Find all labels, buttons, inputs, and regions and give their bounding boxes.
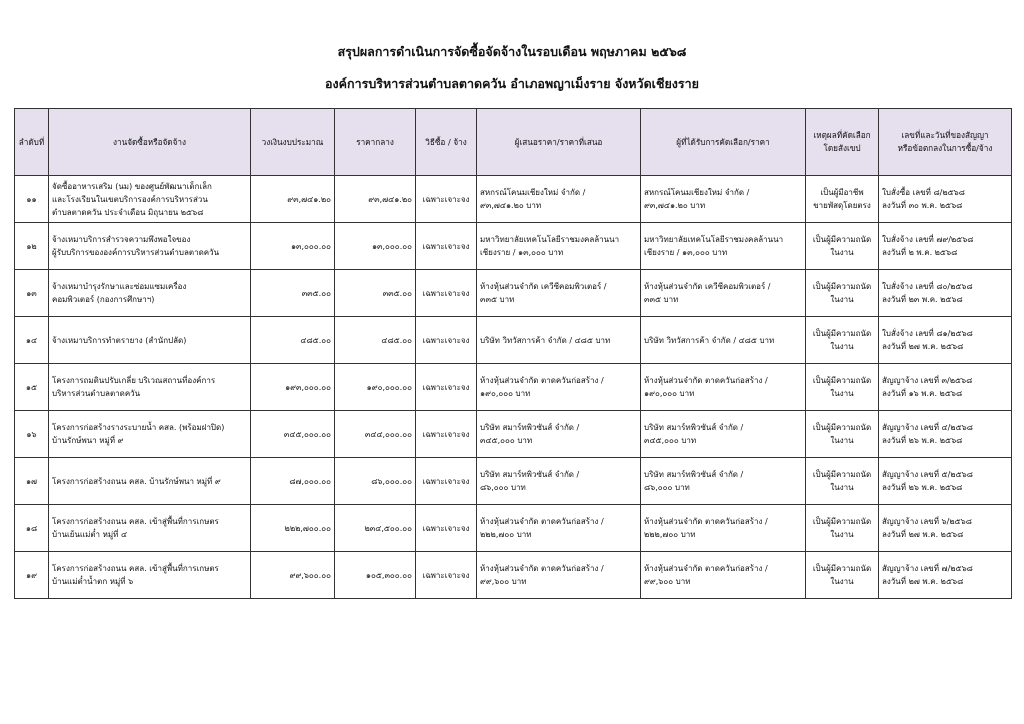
cell-line: คอมพิวเตอร์ (กองการศึกษาฯ)	[52, 295, 155, 304]
cell-selected	[641, 552, 806, 599]
document-title: สรุปผลการดำเนินการจัดซื้อจัดจ้างในรอบเดือน พฤษภาคม ๒๕๖๘	[337, 44, 687, 59]
cell-selected	[641, 411, 806, 458]
table-row	[15, 223, 1012, 270]
cell-line: ลงวันที่ ๒๖ พ.ค. ๒๕๖๘	[882, 483, 963, 492]
cell-text: เฉพาะเจาะจง	[422, 335, 470, 345]
cell-text: เฉพาะเจาะจง	[422, 523, 470, 533]
cell-text: ๓๔๔,๐๐๐.๐๐	[364, 429, 412, 439]
cell-work	[49, 223, 251, 270]
cell-text: เฉพาะเจาะจง	[422, 194, 470, 204]
cell-reason	[806, 458, 879, 505]
cell-line: เป็นผู้มีความถนัด	[812, 423, 872, 432]
cell-bidder	[477, 505, 641, 552]
header-budget	[251, 109, 335, 176]
cell-bidder	[477, 223, 641, 270]
cell-selected	[641, 176, 806, 223]
cell-median-price	[335, 505, 416, 552]
cell-line: โครงการก่อสร้างถนน คสล. เข้าสู่พื้นที่การเกษตร	[52, 564, 219, 573]
cell-line: ลงวันที่ ๒๖ พ.ค. ๒๕๖๘	[882, 436, 963, 445]
cell-reason	[806, 270, 879, 317]
cell-line: บริษัท วิทวัสการค้า จำกัด / ๔๘๕ บาท	[480, 335, 611, 345]
cell-line: สหกรณ์โคนมเชียงใหม่ จำกัด /	[480, 188, 586, 197]
cell-budget	[251, 270, 335, 317]
header-label: วงเงินงบประมาณ	[261, 136, 324, 147]
cell-median-price	[335, 223, 416, 270]
cell-text: เฉพาะเจาะจง	[422, 570, 470, 580]
table-row	[15, 458, 1012, 505]
cell-median-price	[335, 552, 416, 599]
cell-line: ห้างหุ้นส่วนจำกัด ตาดควันก่อสร้าง /	[644, 376, 768, 385]
cell-contract	[879, 364, 1012, 411]
header-label: โดยสังเขป	[823, 143, 861, 153]
cell-line: มหาวิทยาลัยเทคโนโลยีราชมงคลล้านนา	[480, 235, 620, 244]
cell-budget	[251, 364, 335, 411]
cell-method	[416, 223, 477, 270]
cell-line: เป็นผู้มีความถนัด	[812, 564, 872, 573]
cell-text: ๓๓๕.๐๐	[301, 288, 331, 298]
cell-work	[49, 364, 251, 411]
cell-no	[15, 223, 49, 270]
cell-line: จ้างเหมาบริการสำรวจความพึงพอใจของ	[52, 235, 191, 244]
cell-text: ๙๙,๖๐๐.๐๐	[289, 570, 331, 580]
cell-work	[49, 552, 251, 599]
cell-line: ๓๓๕ บาท	[644, 295, 679, 304]
cell-budget	[251, 176, 335, 223]
cell-no	[15, 364, 49, 411]
cell-bidder	[477, 317, 641, 364]
cell-line: จ้างเหมาบำรุงรักษาและซ่อมแซมเครื่อง	[52, 282, 187, 291]
cell-work	[49, 270, 251, 317]
header-label: วิธีซื้อ / จ้าง	[425, 136, 467, 147]
cell-contract	[879, 317, 1012, 364]
header-reason	[806, 109, 879, 176]
cell-bidder	[477, 270, 641, 317]
cell-line: บริษัท สมาร์ทพิวซันส์ จำกัด /	[480, 423, 580, 432]
cell-line: ตำบลตาดควัน ประจำเดือน มิถุนายน ๒๕๖๘	[52, 207, 204, 217]
cell-line: เป็นผู้มีความถนัด	[812, 329, 872, 338]
cell-reason	[806, 176, 879, 223]
header-bidder	[477, 109, 641, 176]
cell-line: ห้างหุ้นส่วนจำกัด เควีซีคอมพิวเตอร์ /	[644, 282, 771, 291]
cell-method	[416, 411, 477, 458]
cell-line: เป็นผู้มีอาชีพ	[820, 188, 864, 197]
cell-text: ๑๘	[25, 523, 38, 533]
cell-work	[49, 458, 251, 505]
cell-line: ลงวันที่ ๑๖ พ.ค. ๒๕๖๘	[882, 389, 963, 398]
cell-text: ๑๕	[25, 382, 38, 392]
cell-line: เชียงราย / ๑๓,๐๐๐ บาท	[644, 248, 728, 257]
cell-work	[49, 505, 251, 552]
cell-line: ๒๒๒,๗๐๐ บาท	[480, 530, 532, 539]
cell-line: ๙๙,๖๐๐ บาท	[480, 577, 527, 586]
cell-no	[15, 270, 49, 317]
cell-reason	[806, 223, 879, 270]
cell-contract	[879, 505, 1012, 552]
cell-text: ๔๘๕.๐๐	[381, 335, 412, 345]
cell-line: ในงาน	[830, 342, 854, 351]
cell-line: ลงวันที่ ๒๗ พ.ค. ๒๕๖๘	[882, 577, 964, 586]
cell-text: ๑๖	[26, 429, 37, 439]
cell-text: ๑๒	[26, 241, 37, 251]
cell-selected	[641, 317, 806, 364]
cell-bidder	[477, 411, 641, 458]
cell-line: โครงการก่อสร้างถนน คสล. บ้านรักษ์พนา หมู่ที่ ๙	[52, 476, 221, 486]
cell-line: ๒๒๒,๗๐๐ บาท	[644, 530, 696, 539]
cell-text: ๘๖,๐๐๐.๐๐	[371, 476, 412, 486]
cell-method	[416, 176, 477, 223]
table-row	[15, 270, 1012, 317]
cell-line: ใบสั่งจ้าง เลขที่ ๘๐/๒๕๖๘	[882, 282, 973, 291]
cell-contract	[879, 458, 1012, 505]
cell-text: เฉพาะเจาะจง	[422, 241, 470, 251]
cell-line: เป็นผู้มีความถนัด	[812, 235, 872, 244]
cell-line: เป็นผู้มีความถนัด	[812, 517, 872, 526]
table-row	[15, 176, 1012, 223]
cell-budget	[251, 458, 335, 505]
cell-text: เฉพาะเจาะจง	[422, 382, 470, 392]
cell-bidder	[477, 552, 641, 599]
table-row	[15, 411, 1012, 458]
cell-line: ๑๙๐,๐๐๐ บาท	[644, 389, 695, 398]
table-row	[15, 552, 1012, 599]
cell-line: สัญญาจ้าง เลขที่ ๔/๒๕๖๘	[882, 423, 973, 432]
cell-line: จ้างเหมาบริการทำตรายาง (สำนักปลัด)	[52, 335, 187, 345]
cell-selected	[641, 458, 806, 505]
cell-line: สหกรณ์โคนมเชียงใหม่ จำกัด /	[644, 188, 750, 197]
header-no	[15, 109, 49, 176]
cell-line: โครงการก่อสร้างถนน คสล. เข้าสู่พื้นที่การเกษตร	[52, 517, 219, 526]
cell-line: เป็นผู้มีความถนัด	[812, 282, 872, 291]
header-label: เหตุผลที่คัดเลือก	[813, 130, 871, 140]
cell-line: ๙๙,๖๐๐ บาท	[644, 577, 691, 586]
cell-work	[49, 411, 251, 458]
cell-line: ๘๖,๐๐๐ บาท	[644, 483, 690, 492]
cell-method	[416, 458, 477, 505]
cell-line: สัญญาจ้าง เลขที่ ๖/๒๕๖๘	[882, 517, 972, 526]
cell-line: บริหารส่วนตำบลตาดควัน	[52, 389, 141, 398]
header-method	[416, 109, 477, 176]
cell-line: ห้างหุ้นส่วนจำกัด ตาดควันก่อสร้าง /	[644, 564, 768, 573]
cell-line: ๓๔๕,๐๐๐ บาท	[644, 436, 697, 445]
cell-line: ๓๓๕ บาท	[480, 295, 515, 304]
cell-bidder	[477, 458, 641, 505]
cell-line: บ้านเย้นแม่ต๋ำ หมู่ที่ ๔	[52, 530, 128, 539]
cell-line: ในงาน	[830, 389, 854, 398]
cell-line: สัญญาจ้าง เลขที่ ๕/๒๕๖๘	[882, 470, 973, 479]
cell-line: ลงวันที่ ๒๗ พ.ค. ๒๕๖๘	[882, 530, 964, 539]
cell-selected	[641, 364, 806, 411]
cell-line: ๙๓,๗๔๑.๒๐ บาท	[644, 201, 706, 210]
cell-line: ในงาน	[830, 436, 854, 445]
cell-text: ๔๘๕.๐๐	[300, 335, 331, 345]
cell-median-price	[335, 364, 416, 411]
cell-line: เป็นผู้มีความถนัด	[812, 470, 872, 479]
cell-text: เฉพาะเจาะจง	[422, 429, 470, 439]
cell-line: บ้านแม่ต๋ำน้ำตก หมู่ที่ ๖	[52, 577, 134, 586]
cell-selected	[641, 270, 806, 317]
header-label: เลขที่และวันที่ของสัญญา	[901, 130, 989, 140]
cell-no	[15, 411, 49, 458]
cell-budget	[251, 411, 335, 458]
cell-reason	[806, 411, 879, 458]
cell-text: ๙๓,๗๔๑.๒๐	[368, 194, 412, 204]
cell-text: ๓๓๕.๐๐	[382, 288, 412, 298]
procurement-table	[14, 108, 1012, 599]
cell-reason	[806, 552, 879, 599]
cell-line: ห้างหุ้นส่วนจำกัด ตาดควันก่อสร้าง /	[644, 517, 768, 526]
header-work	[49, 109, 251, 176]
cell-line: ห้างหุ้นส่วนจำกัด ตาดควันก่อสร้าง /	[480, 564, 604, 573]
cell-reason	[806, 317, 879, 364]
cell-text: ๘๗,๐๐๐.๐๐	[289, 476, 331, 486]
cell-line: ในงาน	[830, 577, 854, 586]
header-label: ผู้ที่ได้รับการคัดเลือก/ราคา	[676, 136, 770, 147]
cell-line: จัดซื้ออาหารเสริม (นม) ของศูนย์พัฒนาเด็กเล็ก	[52, 181, 212, 191]
cell-reason	[806, 364, 879, 411]
cell-line: ในงาน	[830, 483, 854, 492]
cell-text: ๑๐๕,๓๐๐.๐๐	[365, 570, 412, 580]
cell-bidder	[477, 176, 641, 223]
cell-bidder	[477, 364, 641, 411]
cell-line: เชียงราย / ๑๓,๐๐๐ บาท	[480, 248, 564, 257]
document-subtitle: องค์การบริหารส่วนตำบลตาดควัน อำเภอพญาเม็งราย จังหวัดเชียงราย	[325, 76, 699, 91]
header-label: งานจัดซื้อหรือจัดจ้าง	[113, 136, 186, 147]
cell-line: ผู้รับบริการขององค์การบริหารส่วนตำบลตาดควัน	[52, 248, 220, 257]
header-median-price	[335, 109, 416, 176]
header-label: หรือข้อตกลงในการซื้อ/จ้าง	[897, 143, 993, 153]
cell-line: ลงวันที่ ๒ พ.ค. ๒๕๖๘	[882, 248, 958, 257]
cell-line: ๙๓,๗๔๑.๒๐ บาท	[480, 201, 542, 210]
header-label: ผู้เสนอราคา/ราคาที่เสนอ	[514, 136, 603, 147]
cell-work	[49, 317, 251, 364]
table-row	[15, 505, 1012, 552]
header-selected	[641, 109, 806, 176]
cell-selected	[641, 505, 806, 552]
table-body	[15, 176, 1012, 599]
header-label: ลำดับที่	[18, 136, 45, 147]
cell-text: ๑๙๓,๐๐๐.๐๐	[285, 382, 331, 392]
cell-text: ๙๓,๗๔๑.๒๐	[287, 194, 331, 204]
cell-text: ๓๔๕,๐๐๐.๐๐	[283, 429, 331, 439]
cell-no	[15, 317, 49, 364]
cell-text: ๒๒๒,๗๐๐.๐๐	[284, 523, 331, 533]
cell-line: ขายพัสดุโดยตรง	[813, 201, 871, 210]
cell-budget	[251, 223, 335, 270]
cell-text: ๑๔	[25, 335, 38, 345]
cell-text: ๑๓	[26, 288, 37, 298]
cell-contract	[879, 176, 1012, 223]
cell-line: ใบสั่งซื้อ เลขที่ ๘/๒๕๖๘	[882, 188, 965, 197]
cell-text: ๑๑	[26, 194, 37, 204]
cell-line: ๑๙๐,๐๐๐ บาท	[480, 389, 531, 398]
cell-median-price	[335, 270, 416, 317]
cell-budget	[251, 552, 335, 599]
cell-budget	[251, 317, 335, 364]
cell-text: ๑๓,๐๐๐.๐๐	[290, 241, 331, 251]
table-row	[15, 317, 1012, 364]
cell-line: มหาวิทยาลัยเทคโนโลยีราชมงคลล้านนา	[644, 235, 784, 244]
cell-contract	[879, 411, 1012, 458]
cell-line: บริษัท วิทวัสการค้า จำกัด / ๔๘๕ บาท	[644, 335, 775, 345]
cell-line: บริษัท สมาร์ทพิวซันส์ จำกัด /	[644, 470, 744, 479]
cell-method	[416, 505, 477, 552]
cell-text: ๑๓,๐๐๐.๐๐	[371, 241, 412, 251]
cell-line: ๘๖,๐๐๐ บาท	[480, 483, 526, 492]
cell-line: บริษัท สมาร์ทพิวซันส์ จำกัด /	[480, 470, 580, 479]
cell-text: เฉพาะเจาะจง	[422, 476, 470, 486]
cell-no	[15, 458, 49, 505]
cell-line: บ้านรักษ์พนา หมู่ที่ ๙	[52, 436, 124, 445]
cell-text: ๑๙๐,๐๐๐.๐๐	[366, 382, 412, 392]
cell-work	[49, 176, 251, 223]
cell-budget	[251, 505, 335, 552]
cell-reason	[806, 505, 879, 552]
cell-median-price	[335, 411, 416, 458]
cell-no	[15, 505, 49, 552]
cell-text: ๑๙	[26, 570, 37, 580]
cell-line: สัญญาจ้าง เลขที่ ๓/๒๕๖๘	[882, 376, 973, 385]
cell-line: ห้างหุ้นส่วนจำกัด ตาดควันก่อสร้าง /	[480, 376, 604, 385]
cell-text: เฉพาะเจาะจง	[422, 288, 470, 298]
cell-median-price	[335, 176, 416, 223]
cell-contract	[879, 552, 1012, 599]
cell-method	[416, 270, 477, 317]
cell-line: ลงวันที่ ๓๐ พ.ค. ๒๕๖๘	[882, 201, 963, 210]
cell-line: ห้างหุ้นส่วนจำกัด เควีซีคอมพิวเตอร์ /	[480, 282, 607, 291]
cell-line: ในงาน	[830, 295, 854, 304]
header-label: ราคากลาง	[356, 136, 394, 147]
cell-line: เป็นผู้มีความถนัด	[812, 376, 872, 385]
cell-median-price	[335, 317, 416, 364]
cell-line: โครงการถมดินปรับเกลี่ย บริเวณสถานที่องค์การ	[52, 376, 216, 385]
cell-method	[416, 364, 477, 411]
header-contract	[879, 109, 1012, 176]
cell-line: ใบสั่งจ้าง เลขที่ ๘๑/๒๕๖๘	[882, 329, 973, 338]
cell-line: ลงวันที่ ๒๓ พ.ค. ๒๕๖๘	[882, 295, 963, 304]
cell-method	[416, 552, 477, 599]
cell-line: ในงาน	[830, 530, 854, 539]
cell-selected	[641, 223, 806, 270]
cell-line: สัญญาจ้าง เลขที่ ๗/๒๕๖๘	[882, 564, 973, 573]
cell-line: โครงการก่อสร้างรางระบายน้ำ คสล. (พร้อมฝาปิด)	[52, 423, 225, 432]
table-header-row	[15, 109, 1012, 176]
cell-contract	[879, 223, 1012, 270]
cell-no	[15, 552, 49, 599]
cell-text: ๑๗	[25, 476, 38, 486]
cell-text: ๒๓๔,๕๐๐.๐๐	[364, 523, 412, 533]
cell-line: ๓๔๕,๐๐๐ บาท	[480, 436, 533, 445]
cell-line: ห้างหุ้นส่วนจำกัด ตาดควันก่อสร้าง /	[480, 517, 604, 526]
cell-no	[15, 176, 49, 223]
cell-method	[416, 317, 477, 364]
cell-line: และโรงเรียนในเขตบริการองค์การบริหารส่วน	[52, 194, 208, 204]
cell-contract	[879, 270, 1012, 317]
cell-line: ในงาน	[830, 248, 854, 257]
table-row	[15, 364, 1012, 411]
cell-median-price	[335, 458, 416, 505]
cell-line: ใบสั่งจ้าง เลขที่ ๗๙/๒๕๖๘	[882, 235, 974, 244]
cell-line: ลงวันที่ ๒๗ พ.ค. ๒๕๖๘	[882, 342, 964, 351]
cell-line: บริษัท สมาร์ทพิวซันส์ จำกัด /	[644, 423, 744, 432]
